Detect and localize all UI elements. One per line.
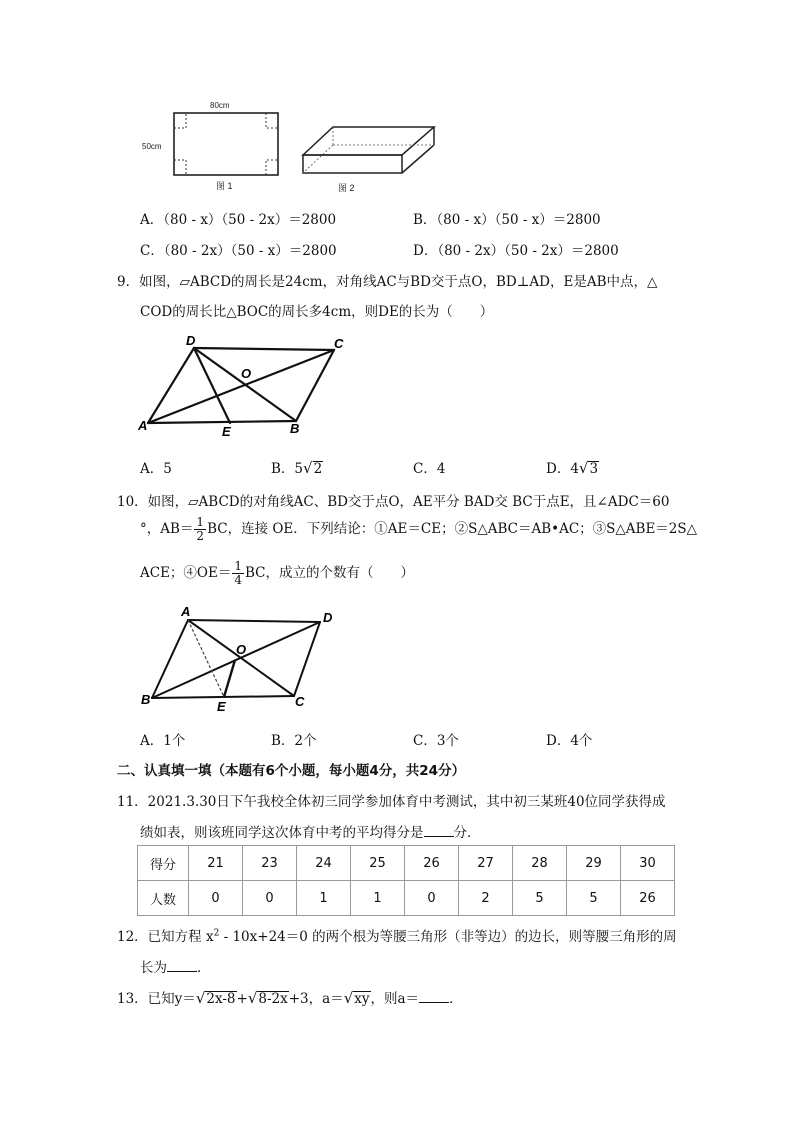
q11-line2-b: 分． [453,825,481,841]
table-cell: 5 [513,881,567,916]
caption-fig1: 图 1 [216,181,233,191]
q10-line2-a: °，AB＝ [140,521,194,537]
q9-figure [138,333,353,438]
q9-option-a[interactable]: A．5 [140,461,172,477]
table-cell: 30 [621,846,675,881]
q10-frac-quarter: $\frac{1}{4}$ [234,559,242,587]
q10-line2-b: BC，连接 OE．下列结论：①AE＝CE；②S△ABC＝AB•AC；③S△ABE＝2S△ [207,521,698,537]
table-cell: 人数 [138,881,189,916]
table-cell: 0 [405,881,459,916]
table-cell: 21 [189,846,243,881]
q13-mid-2: ，则a＝ [370,991,420,1007]
table-cell: 25 [351,846,405,881]
q10-label-e: E [217,699,226,714]
q9-label-a: A [138,418,148,433]
height-label: 50cm [142,142,162,151]
table-cell: 0 [189,881,243,916]
q10-line3-a: ACE；④OE＝ [140,565,232,581]
caption-fig2: 图 2 [338,183,355,193]
q9-label-o: O [241,366,252,381]
q11-answer-blank[interactable] [424,824,454,837]
q10-line3-b: BC，成立的个数有（ ） [245,565,415,581]
table-cell: 0 [243,881,297,916]
q8-option-d[interactable]: D．（80 - 2x）（50 - 2x）＝2800 [413,243,619,259]
section-2-heading: 二、认真填一填（本题有6个小题，每小题4分，共24分） [117,763,466,779]
table-cell: 2 [459,881,513,916]
q12-line1-b: - 10x+24＝0 的两个根为等腰三角形（非等边）的边长，则等腰三角形的周 [219,929,677,945]
q12-line1 [117,925,677,945]
q13-line: 13．已知y＝√2x-8+√8-2x+3，a＝√xy，则a＝ ． [117,989,463,1007]
q9-option-c[interactable]: C．4 [413,461,446,477]
q10-option-c[interactable]: C．3个 [413,733,459,749]
q10-option-b[interactable]: B．2个 [271,733,317,749]
q9-label-d: D [186,333,196,348]
q13-plus: + [236,991,248,1007]
q9-option-b-radicand: 2 [313,461,323,477]
q12-line2-b: ． [197,960,211,976]
q11-line2-a: 绩如表，则该班同学这次体育中考的平均得分是 [140,825,424,841]
q13-pre: 13．已知y＝ [117,991,196,1007]
q9-option-d[interactable]: D．4√3 [546,459,599,477]
table-cell: 26 [405,846,459,881]
table-cell: 1 [297,881,351,916]
table-cell: 26 [621,881,675,916]
q10-option-d[interactable]: D．4个 [546,733,593,749]
q8-option-a[interactable]: A．（80 - x）（50 - 2x）＝2800 [140,212,337,228]
q10-label-a: A [181,604,191,619]
table-cell: 5 [567,881,621,916]
q9-option-b[interactable]: B．5√2 [271,459,323,477]
score-table [137,845,675,916]
table-cell: 23 [243,846,297,881]
table-cell: 27 [459,846,513,881]
q10-label-c: C [295,694,305,709]
q13-answer-blank[interactable] [419,990,449,1003]
q12-superscript: 2 [213,928,220,939]
q10-line1: 10．如图，▱ABCD的对角线AC、BD交于点O，AE平分 BAD交 BC于点E，且∠ADC＝60 [117,494,670,510]
q10-line3 [140,560,414,587]
q10-option-a[interactable]: A．1个 [140,733,186,749]
q9-option-b-text: B．5 [271,461,304,477]
q12-line1-a: 12．已知方程 x [117,929,214,945]
q9-line1: 9．如图，▱ABCD的周长是24cm，对角线AC与BD交于点O，BD⊥AD，E是AB中点，△ [117,274,658,290]
q13-radicand-2: 8-2x [258,991,288,1007]
q8-option-c[interactable]: C．（80 - 2x）（50 - x）＝2800 [140,243,337,259]
q12-answer-blank[interactable] [167,959,197,972]
q9-label-b: B [290,421,300,436]
q9-label-e: E [222,424,231,438]
q10-frac-half: $\frac{1}{2}$ [196,515,205,543]
q11-line2 [140,821,481,841]
q8-option-b[interactable]: B．（80 - x）（50 - x）＝2800 [413,212,601,228]
q13-end: ． [449,991,463,1007]
table-cell: 24 [297,846,351,881]
q9-label-c: C [334,336,344,351]
q9-line2: COD的周长比△BOC的周长多4cm，则DE的长为（ ） [140,304,494,320]
table-cell: 28 [513,846,567,881]
box-figures [140,95,450,195]
table-cell: 1 [351,881,405,916]
q10-line2 [140,516,697,543]
q9-option-d-text: D．4 [546,461,579,477]
table-cell: 29 [567,846,621,881]
q12-line2 [140,956,211,976]
q11-line1: 11．2021.3.30日下午我校全体初三同学参加体育中考测试，其中初三某班40位同学获得成 [117,794,666,810]
q13-mid: +3，a＝ [288,991,344,1007]
q10-figure [138,600,348,715]
q13-radicand-3: xy [354,991,370,1007]
q9-option-d-radicand: 3 [589,461,599,477]
q10-label-o: O [236,642,247,657]
q10-label-b: B [141,692,151,707]
q13-radicand-1: 2x-8 [206,991,236,1007]
q12-line2-a: 长为 [140,960,167,976]
table-row [138,846,675,881]
width-label: 80cm [210,101,230,110]
q10-label-d: D [323,610,333,625]
table-row [138,881,675,916]
table-cell: 得分 [138,846,189,881]
